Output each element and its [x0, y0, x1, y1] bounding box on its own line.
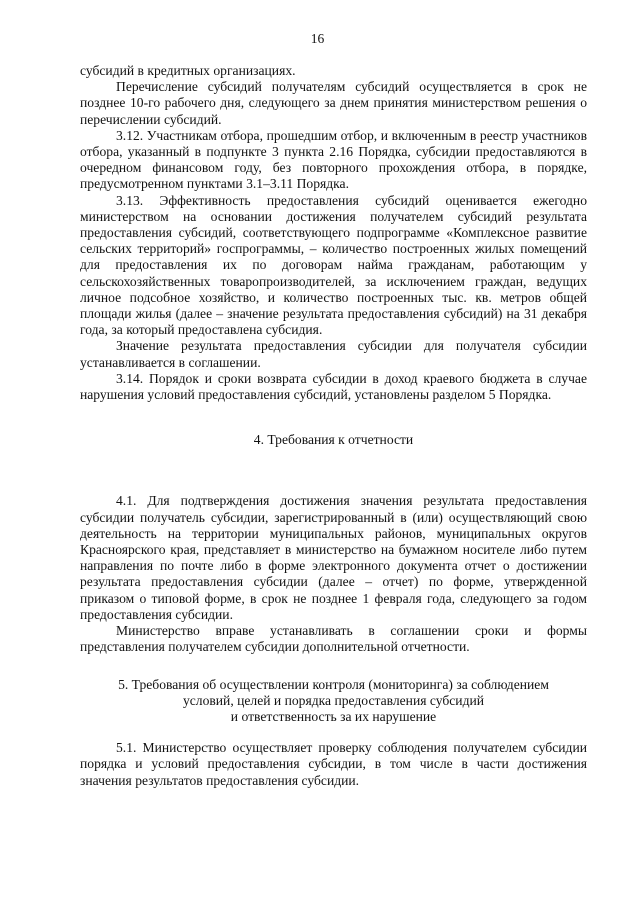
paragraph: субсидий в кредитных организациях. — [80, 63, 296, 78]
section-5-heading-line: и ответственность за их нарушение — [230, 708, 437, 724]
paragraph-5-1: 5.1. Министерство осуществляет проверку соблюдения получателем субсидии порядка и условий предоставления субсидии, в том числе в части достижения значения результатов предоставления субсидии. — [80, 740, 587, 788]
paragraph: Министерство вправе устанавливать в соглашении сроки и формы представления получателем субсидии дополнительной отчетности. — [80, 623, 587, 655]
page-number: 16 — [310, 31, 325, 46]
section-5-heading-line: 5. Требования об осуществлении контроля (мониторинга) за соблюдением — [118, 676, 549, 692]
paragraph-3-12: 3.12. Участникам отбора, прошедшим отбор, и включенным в реестр участников отбора, указанный в подпункте 3 пункта 2.16 Порядка, субсидии предоставляются в очередном финансовом году, без повторного прохождения отбора, в порядке, предусмотренном пунктами 3.1–3.11 Порядка. — [80, 127, 587, 192]
section-5-heading — [80, 677, 587, 726]
section-5-heading-line: условий, целей и порядка предоставления субсидий — [182, 692, 485, 708]
paragraph: Перечисление субсидий получателям субсидий осуществляется в срок не позднее 10-го рабочего дня, следующего за днем принятия министерством решения о перечислении субсидий. — [80, 79, 587, 127]
paragraph-3-13: 3.13. Эффективность предоставления субсидий оценивается ежегодно министерством на основании достижения получателем субсидий результата предоставления субсидий, соответствующего подпрограмме «Комплексное развитие сельских территорий» госпрограммы, – количество построенных жилых помещений для предоставления их по договорам найма гражданам, работающим у сельскохозяйственных товаропроизводителей, за исключением граждан, ведущих личное подсобное хозяйство, и количество построенных тыс. кв. метров общей площади жилья (далее – значение результата предоставления субсидий) на 31 декабря года, за который предоставлена субсидия. — [80, 192, 587, 338]
paragraph-3-14: 3.14. Порядок и сроки возврата субсидии в доход краевого бюджета в случае нарушения условий предоставления субсидий, установлены разделом 5 Порядка. — [80, 370, 587, 403]
paragraph: Значение результата предоставления субсидии для получателя субсидии устанавливается в соглашении. — [80, 338, 587, 370]
paragraph-4-1: 4.1. Для подтверждения достижения значения результата предоставления субсидии получатель субсидии, зарегистрированный в (или) осуществляющий свою деятельность на территории муниципальных районов, муниципальных округов Красноярского края, представляет в министерство на бумажном носителе либо путем направления по почте либо в форме электронного документа отчет о достижении результата предоставления субсидии (далее – отчет) по форме, утвержденной приказом о типовой форме, в срок не позднее 1 февраля года, следующего за годом предоставления субсидии. — [80, 493, 587, 622]
document-body — [80, 63, 587, 789]
section-4-heading: 4. Требования к отчетности — [253, 432, 414, 448]
